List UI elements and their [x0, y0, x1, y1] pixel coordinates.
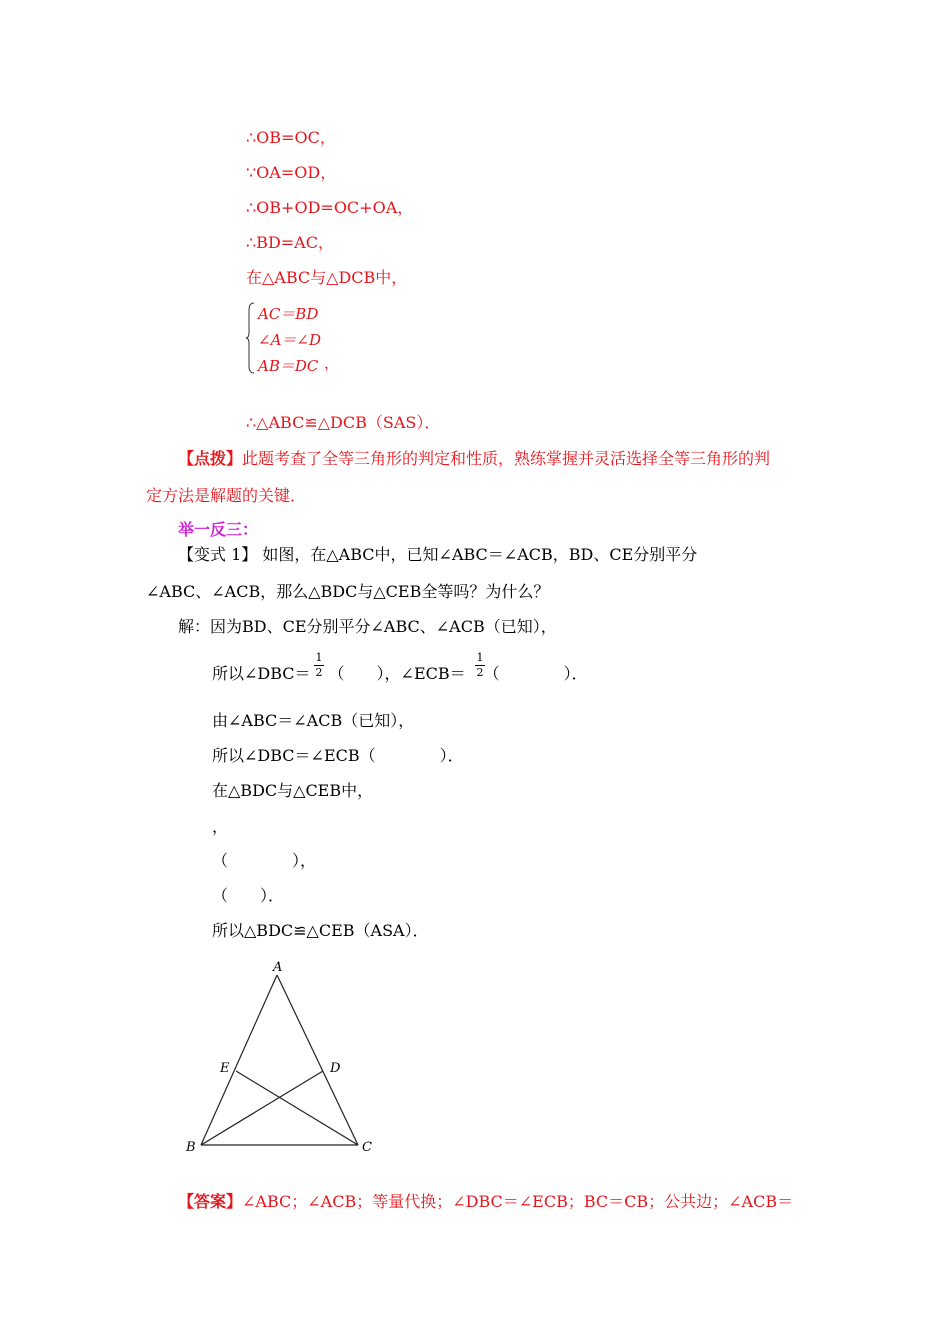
solution-line-2	[212, 664, 588, 684]
equation-system	[246, 302, 366, 376]
proof-line-4: ∴BD=AC，	[246, 233, 334, 252]
solution-line-3: 由∠ABC＝∠ACB（已知），	[212, 711, 415, 730]
solution-2c: （ ）．	[483, 664, 588, 683]
label-b: B	[186, 1140, 196, 1155]
answer-label: 【答案】	[178, 1192, 243, 1211]
solution-line-9: 所以△BDC≌△CEB（ASA）．	[212, 921, 429, 940]
fraction-1-num: 1	[315, 651, 323, 664]
system-row-3: AB＝DC	[258, 357, 319, 375]
answer-line	[178, 1192, 793, 1212]
section-title: 举一反三：	[178, 520, 259, 539]
proof-line-3: ∴OB+OD=OC+OA，	[246, 198, 414, 217]
tip-label: 【点拨】	[178, 449, 243, 468]
label-e: E	[220, 1061, 230, 1076]
system-row-2: ∠A＝∠D	[258, 331, 321, 349]
tip-line-1	[178, 449, 770, 469]
tip-text-1: 此题考查了全等三角形的判定和性质，熟练掌握并灵活选择全等三角形的判	[242, 449, 771, 468]
label-c: C	[362, 1140, 372, 1155]
solution-2a: 所以∠DBC＝	[212, 664, 311, 683]
segment-bd	[201, 1071, 323, 1145]
solution-line-6: ，	[212, 817, 229, 836]
label-d: D	[330, 1061, 341, 1076]
proof-conclusion: ∴△ABC≌△DCB（SAS）．	[246, 413, 441, 432]
fraction-1-den: 2	[315, 666, 323, 679]
label-a: A	[273, 960, 283, 975]
system-row-1: AC＝BD	[258, 305, 319, 323]
solution-line-4: 所以∠DBC＝∠ECB（ ）．	[212, 746, 464, 765]
triangle-figure	[180, 955, 380, 1160]
proof-line-5: 在△ABC与△DCB中，	[246, 268, 408, 287]
proof-line-1: ∴OB=OC，	[246, 128, 336, 147]
solution-line-8: （ ）．	[212, 886, 285, 905]
answer-text: ∠ABC；∠ACB；等量代换；∠DBC＝∠ECB；BC＝CB；公共边；∠ACB＝	[242, 1192, 794, 1211]
solution-line-1: 解：因为BD、CE分别平分∠ABC、∠ACB（已知），	[178, 617, 557, 636]
fraction-2-num: 1	[476, 651, 484, 664]
side-ab	[201, 975, 277, 1145]
side-ac	[277, 975, 358, 1145]
proof-line-2: ∵OA=OD，	[246, 163, 337, 182]
variant-line-1	[178, 545, 697, 565]
tip-text-2: 定方法是解题的关键．	[146, 486, 307, 505]
fraction-2-den: 2	[476, 666, 484, 679]
left-brace-icon	[246, 302, 256, 374]
solution-2b: （ ），∠ECB＝	[328, 664, 466, 683]
variant-text-2: ∠ABC、∠ACB，那么△BDC与△CEB全等吗？为什么？	[146, 582, 550, 601]
segment-ce	[236, 1071, 358, 1145]
variant-text-1: 如图，在△ABC中，已知∠ABC＝∠ACB，BD、CE分别平分	[262, 545, 698, 564]
system-comma: ，	[324, 354, 340, 372]
variant-label: 【变式 1】	[178, 545, 258, 564]
solution-line-5: 在△BDC与△CEB中，	[212, 781, 374, 800]
solution-line-7: （ ），	[212, 851, 317, 870]
